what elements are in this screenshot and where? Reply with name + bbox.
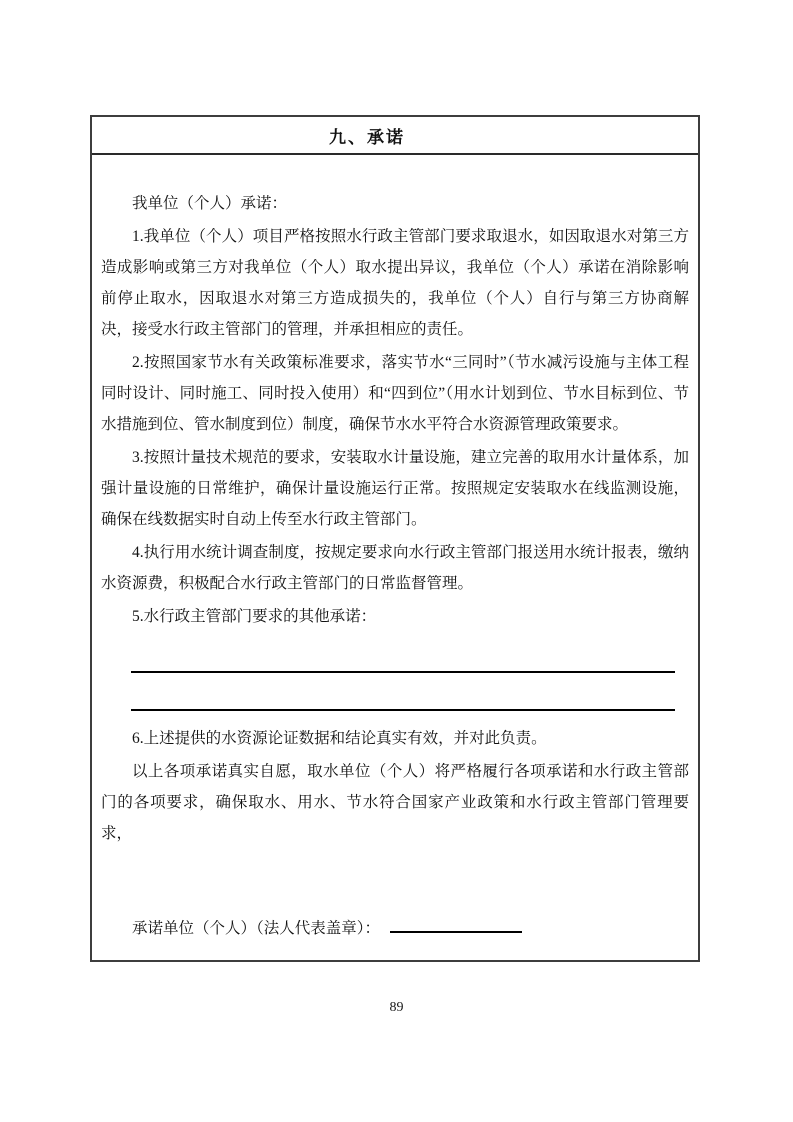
section-title-row (92, 117, 698, 155)
section-title: 九、承诺 (329, 127, 405, 147)
commitment-paragraph-3: 3.按照计量技术规范的要求，安装取水计量设施，建立完善的取用水计量体系，加强计量设施的日常维护，确保计量设施运行正常。按照规定安装取水在线监测设施，确保在线数据实时自动上传至水行政主管部门。 (101, 449, 689, 528)
commitment-form-box (90, 115, 700, 962)
page-number: 89 (389, 1000, 404, 1015)
commitment-paragraph-5: 5.水行政主管部门要求的其他承诺： (132, 608, 377, 625)
signature-label: 承诺单位（个人）（法人代表盖章）： (132, 920, 381, 937)
commitment-body (92, 155, 698, 944)
fill-in-line-1[interactable] (131, 641, 675, 673)
commitment-paragraph-4: 4.执行用水统计调查制度，按规定要求向水行政主管部门报送用水统计报表，缴纳水资源费，积极配合水行政主管部门的日常监督管理。 (101, 544, 689, 592)
fill-in-line-2[interactable] (131, 679, 675, 711)
commitment-paragraph-1: 1.我单位（个人）项目严格按照水行政主管部门要求取退水，如因取退水对第三方造成影响或第三方对我单位（个人）取水提出异议，我单位（个人）承诺在消除影响前停止取水，因取退水对第三方造成损失的，我单位（个人）自行与第三方协商解决，接受水行政主管部门的管理，并承担相应的责任。 (101, 228, 689, 338)
signature-row (101, 913, 689, 944)
closing-paragraph: 以上各项承诺真实自愿，取水单位（个人）将严格履行各项承诺和水行政主管部门的各项要求，确保取水、用水、节水符合国家产业政策和水行政主管部门管理要求， (101, 763, 689, 842)
signature-line[interactable] (390, 917, 522, 933)
commitment-paragraph-6: 6.上述提供的水资源论证数据和结论真实有效，并对此负责。 (132, 730, 547, 747)
commitment-paragraph-2: 2.按照国家节水有关政策标准要求，落实节水“三同时”（节水减污设施与主体工程同时设计、同时施工、同时投入使用）和“四到位”（用水计划到位、节水目标到位、节水措施到位、管水制度到位）制度，确保节水水平符合水资源管理政策要求。 (101, 354, 689, 433)
intro-line: 我单位（个人）承诺： (132, 195, 288, 212)
